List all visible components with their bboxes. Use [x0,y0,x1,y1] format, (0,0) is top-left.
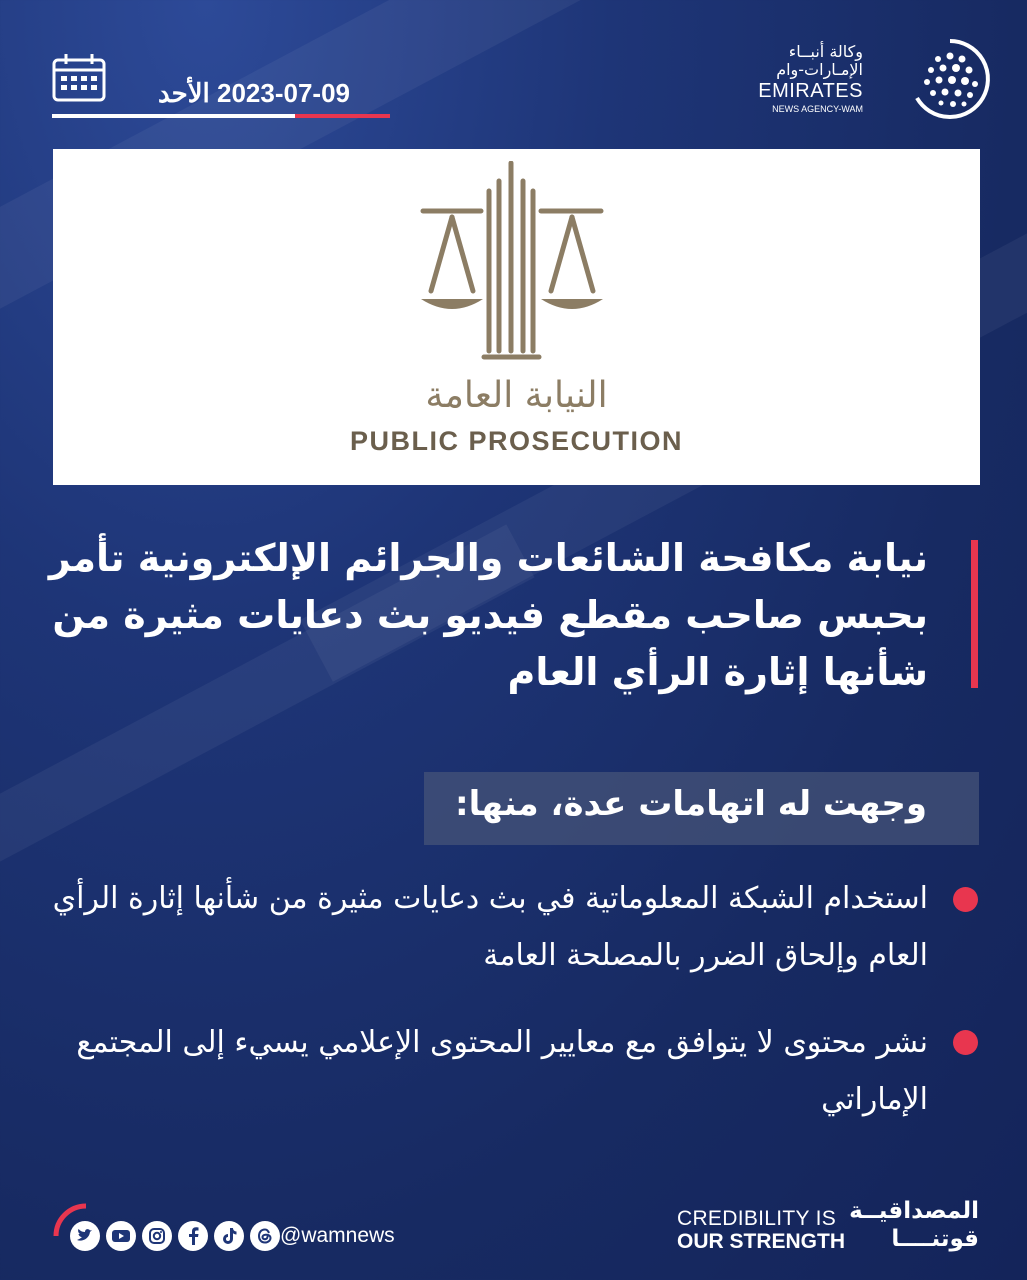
public-prosecution-name-ar: النيابة العامة [425,375,608,416]
wam-subtitle: NEWS AGENCY-WAM [772,104,863,114]
public-prosecution-logo-card [53,149,980,485]
threads-icon[interactable] [250,1221,280,1251]
slogan-ar-line1: المصداقيــة [849,1198,979,1224]
bullet-dot [953,1030,978,1055]
date-underline-accent [295,114,390,118]
globe-icon [909,38,991,120]
twitter-icon[interactable] [70,1221,100,1251]
slogan-en-line2: OUR STRENGTH [677,1230,845,1253]
social-handle[interactable]: @wamnews [280,1224,395,1247]
headline-accent-bar [971,540,978,688]
calendar-icon [52,52,106,102]
slogan-en-line1: CREDIBILITY IS [677,1207,837,1230]
charge-item-2: نشر محتوى لا يتوافق مع معايير المحتوى الإعلامي يسيء إلى المجتمع الإماراتي [76,1025,928,1117]
bullet-dot [953,887,978,912]
date-label: 2023-07-09 الأحد [158,78,350,108]
wam-name-en: EMIRATES [758,80,863,102]
tiktok-icon[interactable] [214,1221,244,1251]
slogan-ar-line2: قوتنــــا [891,1226,979,1252]
social-icons [70,1221,280,1255]
youtube-icon[interactable] [106,1221,136,1251]
wam-logo [741,38,991,120]
charges-header-box [424,772,979,845]
wam-name-ar-line1: وكالة أنبــاء [788,42,863,61]
wam-name-ar-line2: الإمـارات-وام [776,60,863,79]
scales-of-justice-icon [419,161,614,366]
charges-title: وجهت له اتهامات عدة، منها: [454,784,927,824]
instagram-icon[interactable] [142,1221,172,1251]
charge-item-1: استخدام الشبكة المعلوماتية في بث دعايات مثيرة من شأنها إثارة الرأي العام وإلحاق الضرر بالمصلحة العامة [52,881,928,973]
facebook-icon[interactable] [178,1221,208,1251]
public-prosecution-name-en: PUBLIC PROSECUTION [349,426,684,456]
headline: نيابة مكافحة الشائعات والجرائم الإلكترونية تأمر بحبس صاحب مقطع فيديو بث دعايات مثيرة من شأنها إثارة الرأي العام [48,536,928,694]
